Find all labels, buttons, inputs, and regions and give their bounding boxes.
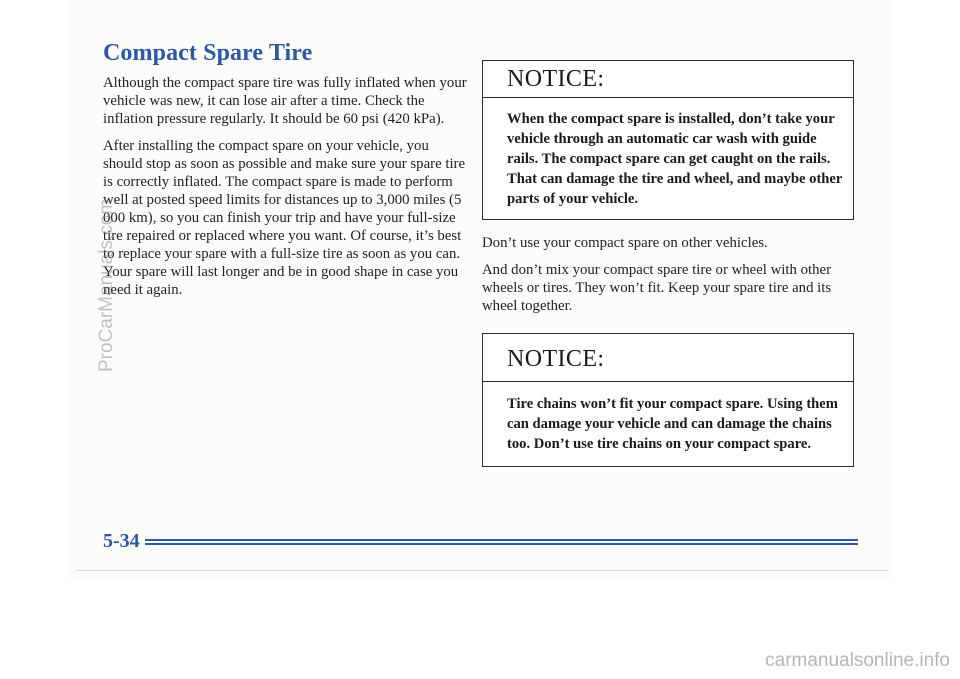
paragraph-installing: After installing the compact spare on your vehicle, you should stop as soon as possible and make sure your spare tire is correctly inflated. The compact spare is made to perform well at posted speed limits for distances up to 3,000 miles (5 000 km), so you can finish your trip and have your full-size tire repaired or replaced where you want. Of course, it’s best to replace your spare with a full-size tire as soon as you can. Your spare will last longer and be in good shape in case you need it again. (103, 138, 466, 298)
section-title: Compact Spare Tire (103, 40, 313, 66)
right-text-block (482, 234, 854, 315)
page-edge-divider (76, 570, 888, 571)
paragraph-inflation: Although the compact spare tire was fully inflated when your vehicle was new, it can lose air after a time. Check the inflation pressure regularly. It should be 60 psi (420 kPa). (103, 75, 467, 127)
footer-rule (145, 539, 858, 541)
bottom-watermark: carmanualsonline.info (765, 650, 950, 671)
page-footer (103, 530, 858, 552)
notice-box-tire-chains (482, 333, 854, 467)
notice-box-car-wash (482, 60, 854, 220)
paragraph-other-vehicles: Don’t use your compact spare on other vehicles. (482, 235, 768, 251)
side-watermark: ProCarManuals.com (96, 198, 117, 372)
right-column (482, 60, 854, 467)
notice-heading: NOTICE: (483, 61, 853, 98)
footer-rule (145, 543, 858, 545)
notice-body: When the compact spare is installed, don’t take your vehicle through an automatic car wash with guide rails. The compact spare can get caught on the rails. That can damage the tire and wheel, and maybe other parts of your vehicle. (507, 111, 843, 207)
left-column (103, 40, 468, 308)
paragraph-mix-wheels: And don’t mix your compact spare tire or wheel with other wheels or tires. They won’t fit. Keep your spare tire and its wheel together. (482, 262, 832, 314)
notice-heading: NOTICE: (483, 334, 853, 382)
notice-body: Tire chains won’t fit your compact spare. Using them can damage your vehicle and can damage the chains too. Don’t use tire chains on your compact spare. (507, 396, 838, 452)
page-number: 5-34 (103, 530, 140, 552)
